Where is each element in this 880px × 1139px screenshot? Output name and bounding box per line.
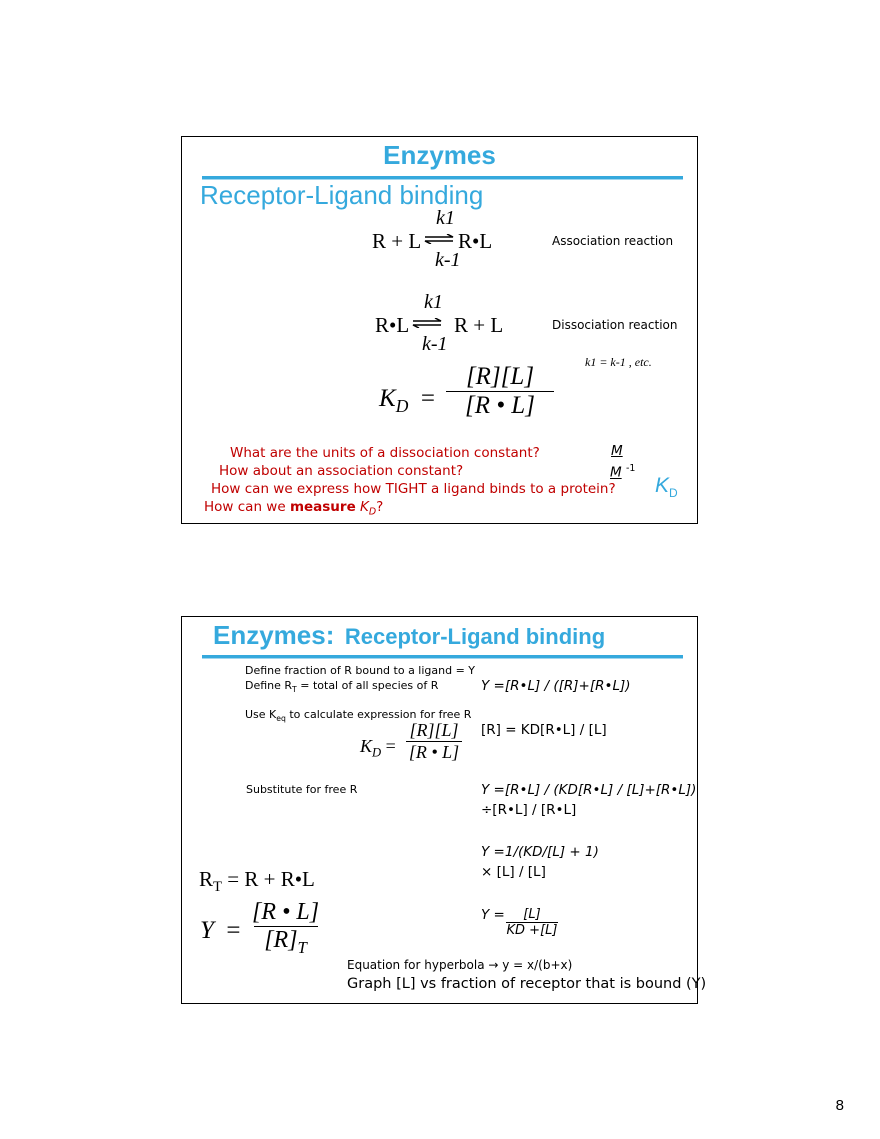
- slide-title-part1: Enzymes:: [213, 620, 335, 650]
- kd-fraction: [446, 363, 554, 420]
- slide-title: Enzymes: [383, 140, 496, 170]
- page-number: 8: [835, 1097, 844, 1114]
- equilibrium-arrow-icon: [412, 318, 442, 328]
- substitute-line1: Y =[R•L] / (KD[R•L] / [L]+[R•L]): [481, 782, 697, 798]
- association-right: R•L: [458, 229, 493, 253]
- kd-symbol: K: [360, 736, 373, 756]
- question-binding-tightness: How can we express how TIGHT a ligand binds to a protein?: [211, 481, 616, 497]
- graph-note: Graph [L] vs fraction of receptor that is bound (Y): [347, 976, 707, 992]
- answer-kd-subscript: D: [669, 486, 678, 501]
- substitute-line2: ÷[R•L] / [R•L]: [481, 802, 577, 818]
- define-fraction: Define fraction of R bound to a ligand = Y: [245, 664, 476, 677]
- answer-dissociation-units: M: [611, 443, 623, 459]
- y-denominator-text: [R]: [264, 927, 298, 953]
- association-k-forward: k1: [436, 207, 455, 229]
- y-numerator: [R • L]: [252, 899, 320, 925]
- association-k-reverse: k-1: [435, 249, 461, 271]
- y-final-fraction: [506, 907, 558, 938]
- dissociation-left: R•L: [375, 313, 410, 337]
- use-keq-prefix: Use K: [245, 708, 277, 721]
- kd-numerator: [R][L]: [409, 720, 459, 740]
- kd-subscript: D: [372, 745, 382, 760]
- question-dissociation-units: What are the units of a dissociation constant?: [230, 445, 540, 461]
- question-measure-bold: measure: [289, 499, 356, 515]
- define-rt: [245, 679, 438, 694]
- answer-association-m: M: [610, 464, 622, 481]
- simplify-line2: × [L] / [L]: [481, 864, 546, 880]
- question-association-units: How about an association constant?: [219, 463, 464, 479]
- association-left: R + L: [372, 229, 422, 253]
- question-measure-suffix: ?: [376, 499, 384, 515]
- simplify-line1: Y =1/(KD/[L] + 1): [481, 844, 599, 860]
- rt-sub: T: [213, 879, 222, 896]
- dissociation-k-forward: k1: [424, 291, 443, 313]
- kd-fraction: [406, 720, 462, 763]
- kd-denominator: [R • L]: [465, 392, 535, 419]
- kd-denominator: [R • L]: [408, 742, 460, 762]
- substitute-label: Substitute for free R: [246, 783, 358, 796]
- define-rt-suffix: = total of all species of R: [296, 679, 439, 692]
- y-denominator-sub: T: [297, 937, 307, 957]
- question-measure-prefix: How can we: [204, 499, 290, 515]
- y-symbol: Y: [200, 917, 214, 944]
- kd-subscript: D: [395, 396, 409, 416]
- equilibrium-arrow-icon: [424, 234, 454, 244]
- y-denominator: [264, 927, 307, 958]
- slide-receptor-ligand-binding-1: [181, 136, 698, 524]
- rt-equation: [199, 867, 315, 896]
- kd-numerator: [R][L]: [465, 363, 535, 390]
- y-fraction-lhs: Y =: [200, 917, 241, 944]
- answer-association-exponent: -1: [625, 463, 636, 474]
- use-keq-sub: eq: [276, 714, 286, 724]
- hyperbola-note: Equation for hyperbola → y = x/(b+x): [347, 958, 573, 972]
- dissociation-k-reverse: k-1: [422, 333, 448, 355]
- slide-subtitle: Receptor-Ligand binding: [200, 180, 484, 210]
- title-rule: [202, 655, 683, 659]
- question-measure-k: K: [360, 499, 369, 515]
- answer-kd-symbol: K: [655, 474, 670, 497]
- slide-receptor-ligand-binding-2: [181, 616, 707, 1004]
- slide-title-part2: Receptor-Ligand binding: [344, 624, 606, 649]
- rate-constant-note: k1 = k-1 , etc.: [585, 355, 652, 369]
- y-final-lhs: Y =: [481, 907, 505, 923]
- y-final-numerator: [L]: [523, 907, 541, 922]
- answer-kd: [655, 474, 678, 500]
- y-final-denominator: KD +[L]: [506, 923, 558, 938]
- dissociation-label: Dissociation reaction: [552, 318, 678, 332]
- free-r-expression: [R] = KD[R•L] / [L]: [481, 722, 607, 738]
- define-rt-sub: T: [292, 685, 297, 695]
- question-measure-k-sub: D: [368, 506, 377, 518]
- kd-equation-lhs: $K_D$ =: [360, 736, 396, 760]
- question-measure-kd: [204, 499, 383, 518]
- define-rt-prefix: Define R: [245, 679, 293, 692]
- answer-association-units: [610, 463, 635, 481]
- rt-rhs: = R + R•L: [222, 867, 315, 891]
- slide-title: [213, 620, 605, 651]
- use-keq-suffix: to calculate expression for free R: [285, 708, 472, 721]
- rt-lhs: R: [199, 867, 214, 891]
- kd-equation-lhs: $K_D$ =: [379, 385, 435, 416]
- dissociation-right: R + L: [454, 313, 504, 337]
- association-label: Association reaction: [552, 234, 674, 248]
- y-expression: Y =[R•L] / ([R]+[R•L]): [481, 678, 631, 694]
- kd-symbol: K: [379, 385, 396, 412]
- y-fraction: [252, 899, 319, 958]
